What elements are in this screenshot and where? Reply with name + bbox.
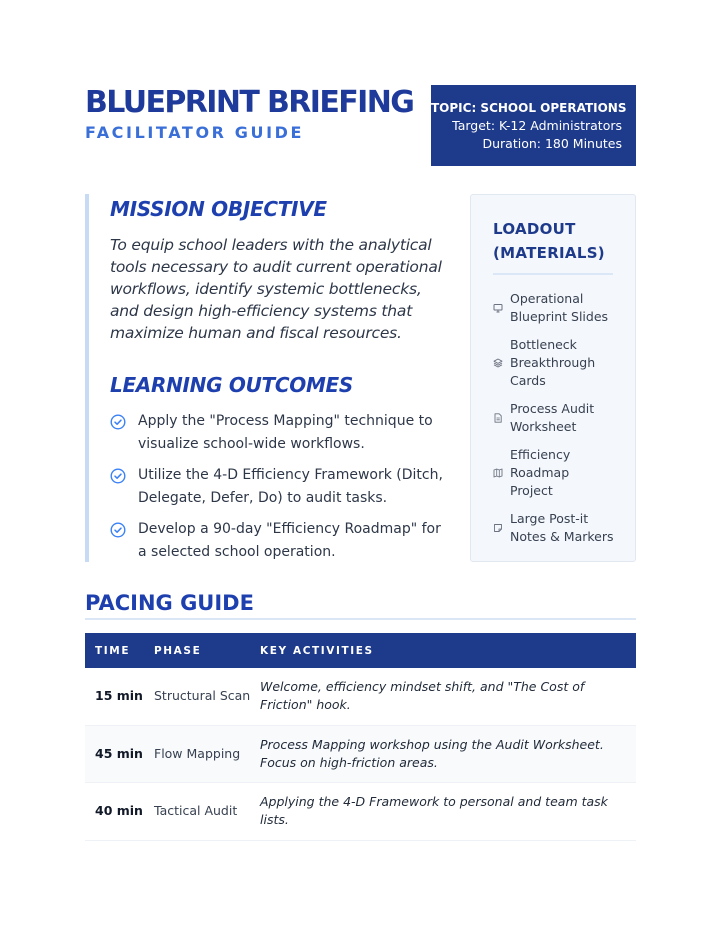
outcome-text: Utilize the 4-D Efficiency Framework (Ditch, Delegate, Defer, Do) to audit tasks. xyxy=(138,467,443,506)
material-label: Operational Blueprint Slides xyxy=(510,291,609,324)
map-icon xyxy=(493,468,503,478)
column-header-time: TIME xyxy=(95,644,131,657)
material-item xyxy=(493,290,615,326)
page-title: BLUEPRINT BRIEFING xyxy=(85,85,414,120)
outcome-item xyxy=(110,410,445,456)
session-info-box xyxy=(431,85,636,166)
table-row xyxy=(85,783,636,841)
outcome-item xyxy=(110,518,445,564)
table-row xyxy=(85,726,636,784)
material-item xyxy=(493,336,615,390)
mission-title: MISSION OBJECTIVE xyxy=(110,197,327,221)
outcome-item xyxy=(110,464,445,510)
check-circle-icon xyxy=(110,522,126,538)
pacing-title: PACING GUIDE xyxy=(85,589,636,620)
table-header xyxy=(85,633,636,668)
column-header-phase: PHASE xyxy=(154,644,202,657)
monitor-icon xyxy=(493,303,503,313)
material-label: Efficiency Roadmap Project xyxy=(510,447,571,498)
table-row xyxy=(85,668,636,726)
check-circle-icon xyxy=(110,414,126,430)
outcomes-list xyxy=(110,410,445,564)
loadout-panel xyxy=(470,194,636,562)
material-item xyxy=(493,400,615,436)
activities-cell: Welcome, efficiency mindset shift, and "The Cost of Friction" hook. xyxy=(260,679,585,713)
outcome-text: Apply the "Process Mapping" technique to visualize school-wide workflows. xyxy=(138,413,433,452)
material-item xyxy=(493,510,615,546)
activities-cell: Process Mapping workshop using the Audit Worksheet. Focus on high-friction areas. xyxy=(260,736,604,770)
duration-label: Duration: 180 Minutes xyxy=(482,136,622,151)
pacing-table xyxy=(85,633,636,841)
topic-label: TOPIC: SCHOOL OPERATIONS xyxy=(431,101,627,115)
page-subtitle: FACILITATOR GUIDE xyxy=(85,123,305,142)
document-icon xyxy=(493,413,503,423)
material-item xyxy=(493,446,615,500)
sticky-note-icon xyxy=(493,523,503,533)
time-cell: 40 min xyxy=(95,803,143,819)
time-cell: 15 min xyxy=(95,688,143,704)
layers-icon xyxy=(493,358,503,368)
material-label: Process Audit Worksheet xyxy=(510,401,595,434)
header xyxy=(85,85,636,166)
target-label: Target: K-12 Administrators xyxy=(452,118,622,133)
check-circle-icon xyxy=(110,468,126,484)
loadout-title: LOADOUT (MATERIALS) xyxy=(493,217,613,275)
phase-cell: Structural Scan xyxy=(154,688,251,704)
objectives-section xyxy=(85,194,445,562)
phase-cell: Tactical Audit xyxy=(154,803,238,819)
mission-text: To equip school leaders with the analytical tools necessary to audit current operational workflows, identify systemic bottlenecks, and design high-efficiency systems that maximize human and fiscal resources. xyxy=(110,236,442,342)
outcome-text: Develop a 90-day "Efficiency Roadmap" for a selected school operation. xyxy=(138,521,441,560)
material-label: Bottleneck Breakthrough Cards xyxy=(510,337,596,388)
phase-cell: Flow Mapping xyxy=(154,745,241,761)
material-label: Large Post-it Notes & Markers xyxy=(510,511,614,544)
column-header-activities: KEY ACTIVITIES xyxy=(260,644,374,657)
time-cell: 45 min xyxy=(95,745,143,761)
outcomes-title: LEARNING OUTCOMES xyxy=(110,373,354,397)
materials-list xyxy=(493,290,615,546)
activities-cell: Applying the 4-D Framework to personal and team task lists. xyxy=(260,794,608,828)
